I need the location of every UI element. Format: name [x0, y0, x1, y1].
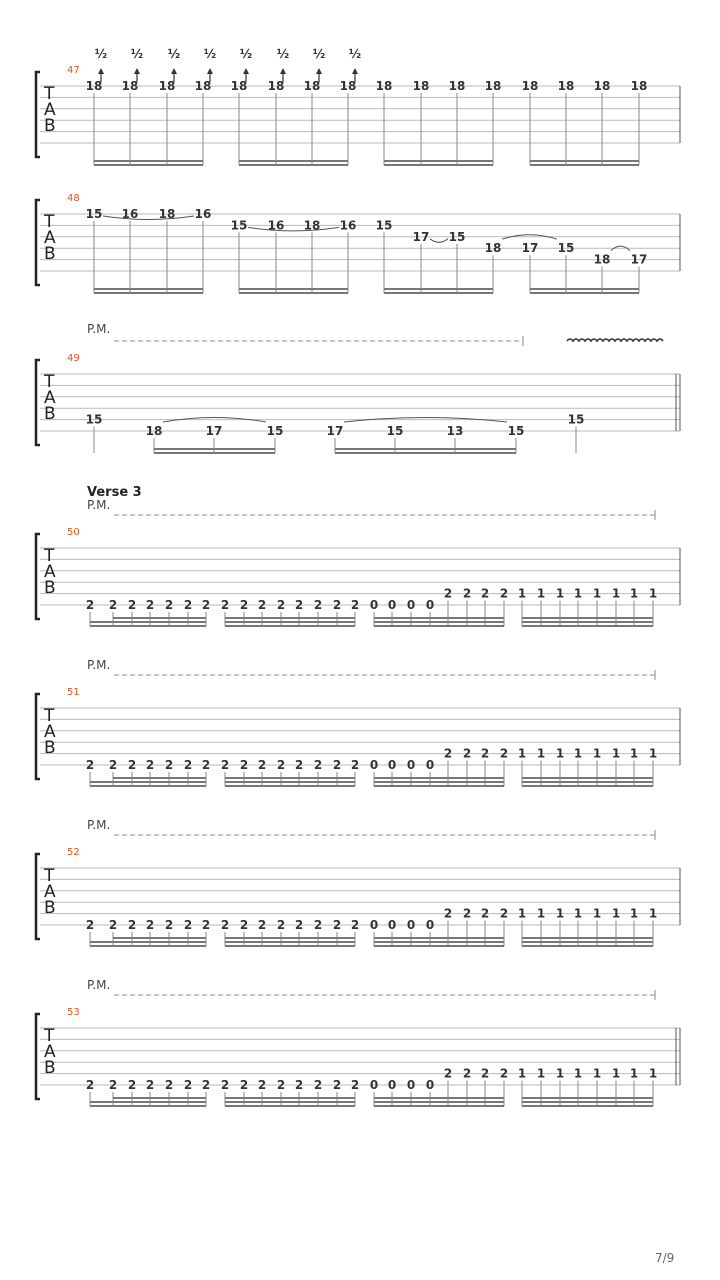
- fret-number: 0: [406, 1078, 416, 1092]
- fret-number: 18: [593, 252, 611, 267]
- fret-number: 1: [611, 906, 621, 921]
- bend-amount: ½: [203, 47, 217, 61]
- tie-slur: [430, 239, 448, 243]
- fret-number: 2: [276, 598, 286, 612]
- fret-number: 18: [484, 241, 502, 256]
- bar-number: 49: [67, 353, 80, 364]
- tab-system-51: [36, 658, 680, 786]
- fret-number: 2: [220, 1078, 230, 1092]
- fret-number: 2: [201, 758, 211, 772]
- tab-clef-letter: A: [44, 882, 56, 902]
- fret-number: 1: [648, 746, 658, 761]
- fret-number: 2: [164, 598, 174, 612]
- bar-number: 53: [67, 1007, 80, 1018]
- bend-amount: ½: [276, 47, 290, 61]
- fret-number: 2: [294, 598, 304, 612]
- fret-number: 18: [230, 79, 248, 93]
- fret-number: 0: [425, 758, 435, 772]
- tab-clef-letter: A: [44, 228, 56, 248]
- tie-slur: [248, 227, 339, 231]
- fret-number: 18: [121, 79, 139, 93]
- fret-number: 1: [555, 586, 565, 601]
- fret-number: 15: [507, 424, 525, 438]
- fret-number: 1: [629, 1066, 639, 1081]
- fret-number: 2: [313, 918, 323, 932]
- palm-mute-label: P.M.: [87, 818, 111, 832]
- fret-number: 2: [108, 598, 118, 612]
- fret-number: 2: [313, 598, 323, 612]
- fret-number: 0: [369, 1078, 379, 1092]
- tie-slur: [103, 216, 194, 220]
- tab-clef-letter: B: [44, 898, 56, 918]
- fret-number: 2: [220, 918, 230, 932]
- fret-number: 2: [239, 1078, 249, 1092]
- fret-number: 2: [220, 598, 230, 612]
- tab-clef-letter: B: [44, 404, 56, 424]
- fret-number: 2: [313, 758, 323, 772]
- fret-number: 0: [369, 918, 379, 932]
- fret-number: 17: [326, 424, 344, 438]
- fret-number: 1: [611, 586, 621, 601]
- fret-number: 0: [425, 918, 435, 932]
- palm-mute-label: P.M.: [87, 498, 111, 512]
- fret-number: 2: [443, 586, 453, 601]
- system-bracket: [36, 72, 40, 157]
- system-bracket: [36, 854, 40, 939]
- tab-system-49: [36, 322, 680, 453]
- fret-number: 2: [257, 758, 267, 772]
- fret-number: 1: [573, 1066, 583, 1081]
- fret-number: 18: [557, 79, 575, 93]
- tab-clef-letter: A: [44, 562, 56, 582]
- fret-number: 15: [85, 412, 103, 427]
- fret-number: 2: [183, 598, 193, 612]
- fret-number: 2: [499, 1066, 509, 1081]
- fret-number: 2: [332, 918, 342, 932]
- fret-number: 18: [412, 79, 430, 93]
- fret-number: 2: [239, 918, 249, 932]
- fret-number: 0: [369, 598, 379, 612]
- fret-number: 1: [536, 746, 546, 761]
- bend-amount: ½: [239, 47, 253, 61]
- fret-number: 2: [276, 1078, 286, 1092]
- fret-number: 18: [303, 79, 321, 93]
- tab-system-50: [36, 498, 680, 626]
- fret-number: 18: [448, 79, 466, 93]
- section-title: Verse 3: [87, 485, 142, 500]
- fret-number: 1: [555, 746, 565, 761]
- fret-number: 18: [303, 218, 321, 233]
- fret-number: 2: [257, 598, 267, 612]
- fret-number: 1: [536, 906, 546, 921]
- fret-number: 2: [294, 758, 304, 772]
- tab-clef-letter: B: [44, 1058, 56, 1078]
- vibrato-wave: [567, 339, 663, 341]
- fret-number: 2: [276, 758, 286, 772]
- fret-number: 2: [145, 758, 155, 772]
- fret-number: 2: [145, 598, 155, 612]
- tab-clef-letter: A: [44, 100, 56, 120]
- tab-clef-letter: B: [44, 738, 56, 758]
- fret-number: 0: [387, 758, 397, 772]
- fret-number: 15: [230, 218, 248, 233]
- fret-number: 15: [557, 241, 575, 256]
- bend-amount: ½: [94, 47, 108, 61]
- tab-clef-letter: B: [44, 578, 56, 598]
- system-bracket: [36, 360, 40, 445]
- bend-amount: ½: [348, 47, 362, 61]
- fret-number: 2: [462, 906, 472, 921]
- fret-number: 2: [499, 746, 509, 761]
- fret-number: 1: [629, 746, 639, 761]
- fret-number: 2: [480, 906, 490, 921]
- fret-number: 2: [332, 598, 342, 612]
- fret-number: 17: [412, 229, 430, 244]
- fret-number: 15: [375, 218, 393, 233]
- fret-number: 2: [108, 918, 118, 932]
- bar-number: 48: [67, 193, 80, 204]
- fret-number: 1: [517, 1066, 527, 1081]
- fret-number: 1: [555, 1066, 565, 1081]
- fret-number: 1: [611, 1066, 621, 1081]
- fret-number: 1: [536, 586, 546, 601]
- fret-number: 1: [517, 906, 527, 921]
- fret-number: 2: [480, 1066, 490, 1081]
- fret-number: 17: [205, 424, 223, 438]
- fret-number: 2: [239, 758, 249, 772]
- fret-number: 18: [194, 79, 212, 93]
- fret-number: 17: [630, 252, 648, 267]
- fret-number: 1: [517, 586, 527, 601]
- fret-number: 2: [332, 758, 342, 772]
- fret-number: 15: [448, 229, 466, 244]
- fret-number: 2: [145, 1078, 155, 1092]
- tab-clef-letter: B: [44, 244, 56, 264]
- fret-number: 0: [387, 1078, 397, 1092]
- fret-number: 18: [158, 207, 176, 221]
- fret-number: 2: [85, 1078, 95, 1092]
- fret-number: 2: [108, 1078, 118, 1092]
- fret-number: 2: [480, 746, 490, 761]
- fret-number: 2: [350, 758, 360, 772]
- fret-number: 2: [443, 906, 453, 921]
- fret-number: 2: [332, 1078, 342, 1092]
- fret-number: 18: [484, 79, 502, 93]
- fret-number: 2: [85, 598, 95, 612]
- bend-amount: ½: [130, 47, 144, 61]
- palm-mute-label: P.M.: [87, 322, 111, 336]
- bend-amount: ½: [167, 47, 181, 61]
- fret-number: 0: [406, 598, 416, 612]
- fret-number: 1: [648, 1066, 658, 1081]
- fret-number: 2: [443, 746, 453, 761]
- fret-number: 1: [611, 746, 621, 761]
- fret-number: 0: [387, 918, 397, 932]
- fret-number: 2: [480, 586, 490, 601]
- fret-number: 2: [462, 746, 472, 761]
- bend-arrowhead: [352, 68, 358, 74]
- fret-number: 2: [145, 918, 155, 932]
- fret-number: 0: [425, 598, 435, 612]
- fret-number: 2: [294, 1078, 304, 1092]
- bar-number: 50: [67, 527, 80, 538]
- fret-number: 1: [592, 746, 602, 761]
- fret-number: 1: [536, 1066, 546, 1081]
- tab-system-52: [36, 818, 680, 946]
- fret-number: 18: [593, 79, 611, 93]
- fret-number: 2: [127, 1078, 137, 1092]
- tab-clef-letter: A: [44, 388, 56, 408]
- page-number: 7/9: [655, 1251, 675, 1265]
- bend-arrowhead: [98, 68, 104, 74]
- bend-arrowhead: [171, 68, 177, 74]
- fret-number: 1: [648, 586, 658, 601]
- tab-clef-letter: B: [44, 116, 56, 136]
- fret-number: 18: [521, 79, 539, 93]
- fret-number: 1: [573, 586, 583, 601]
- tab-clef-letter: T: [44, 372, 55, 392]
- bend-arrowhead: [243, 68, 249, 74]
- fret-number: 2: [294, 918, 304, 932]
- fret-number: 2: [127, 598, 137, 612]
- bar-number: 51: [67, 687, 80, 698]
- fret-number: 16: [267, 218, 285, 233]
- fret-number: 2: [108, 758, 118, 772]
- bar-number: 52: [67, 847, 80, 858]
- fret-number: 0: [369, 758, 379, 772]
- fret-number: 0: [425, 1078, 435, 1092]
- bend-amount: ½: [312, 47, 326, 61]
- fret-number: 15: [85, 207, 103, 221]
- tab-system-53: [36, 978, 680, 1106]
- fret-number: 1: [592, 906, 602, 921]
- bend-arrowhead: [207, 68, 213, 74]
- fret-number: 0: [406, 758, 416, 772]
- palm-mute-label: P.M.: [87, 978, 111, 992]
- fret-number: 2: [443, 1066, 453, 1081]
- tab-clef-letter: A: [44, 722, 56, 742]
- tab-clef-letter: A: [44, 1042, 56, 1062]
- fret-number: 2: [276, 918, 286, 932]
- fret-number: 2: [201, 918, 211, 932]
- fret-number: 2: [462, 1066, 472, 1081]
- tab-system-47: [36, 47, 680, 165]
- fret-number: 2: [201, 1078, 211, 1092]
- system-bracket: [36, 1014, 40, 1099]
- fret-number: 1: [629, 586, 639, 601]
- fret-number: 2: [350, 598, 360, 612]
- fret-number: 2: [462, 586, 472, 601]
- system-bracket: [36, 200, 40, 285]
- fret-number: 16: [194, 207, 212, 221]
- fret-number: 2: [220, 758, 230, 772]
- tab-clef-letter: T: [44, 1026, 55, 1046]
- bend-arrowhead: [316, 68, 322, 74]
- fret-number: 1: [555, 906, 565, 921]
- fret-number: 18: [339, 79, 357, 93]
- fret-number: 1: [573, 746, 583, 761]
- fret-number: 2: [257, 1078, 267, 1092]
- fret-number: 2: [313, 1078, 323, 1092]
- fret-number: 1: [517, 746, 527, 761]
- fret-number: 2: [127, 758, 137, 772]
- fret-number: 2: [85, 758, 95, 772]
- fret-number: 2: [164, 918, 174, 932]
- fret-number: 1: [573, 906, 583, 921]
- fret-number: 18: [267, 79, 285, 93]
- fret-number: 13: [446, 424, 464, 438]
- tab-clef-letter: T: [44, 212, 55, 232]
- fret-number: 1: [592, 586, 602, 601]
- tab-clef-letter: T: [44, 706, 55, 726]
- tab-clef-letter: T: [44, 546, 55, 566]
- fret-number: 17: [521, 241, 539, 256]
- fret-number: 2: [183, 918, 193, 932]
- fret-number: 18: [375, 79, 393, 93]
- fret-number: 1: [648, 906, 658, 921]
- bend-arrowhead: [134, 68, 140, 74]
- fret-number: 2: [201, 598, 211, 612]
- fret-number: 18: [85, 79, 103, 93]
- fret-number: 18: [145, 424, 163, 438]
- fret-number: 18: [158, 79, 176, 93]
- bar-number: 47: [67, 65, 80, 76]
- fret-number: 2: [257, 918, 267, 932]
- tab-system-48: [36, 193, 680, 293]
- fret-number: 2: [499, 586, 509, 601]
- fret-number: 2: [164, 758, 174, 772]
- fret-number: 0: [406, 918, 416, 932]
- fret-number: 2: [183, 1078, 193, 1092]
- fret-number: 1: [592, 1066, 602, 1081]
- fret-number: 0: [387, 598, 397, 612]
- fret-number: 2: [164, 1078, 174, 1092]
- fret-number: 2: [239, 598, 249, 612]
- fret-number: 2: [350, 918, 360, 932]
- fret-number: 16: [121, 207, 139, 221]
- fret-number: 15: [266, 424, 284, 438]
- fret-number: 1: [629, 906, 639, 921]
- fret-number: 2: [350, 1078, 360, 1092]
- fret-number: 2: [85, 918, 95, 932]
- fret-number: 2: [499, 906, 509, 921]
- fret-number: 18: [630, 79, 648, 93]
- fret-number: 16: [339, 218, 357, 233]
- tab-clef-letter: T: [44, 866, 55, 886]
- fret-number: 15: [386, 424, 404, 438]
- palm-mute-label: P.M.: [87, 658, 111, 672]
- system-bracket: [36, 694, 40, 779]
- bend-arrowhead: [280, 68, 286, 74]
- system-bracket: [36, 534, 40, 619]
- fret-number: 2: [127, 918, 137, 932]
- fret-number: 15: [567, 412, 585, 427]
- tab-clef-letter: T: [44, 84, 55, 104]
- fret-number: 2: [183, 758, 193, 772]
